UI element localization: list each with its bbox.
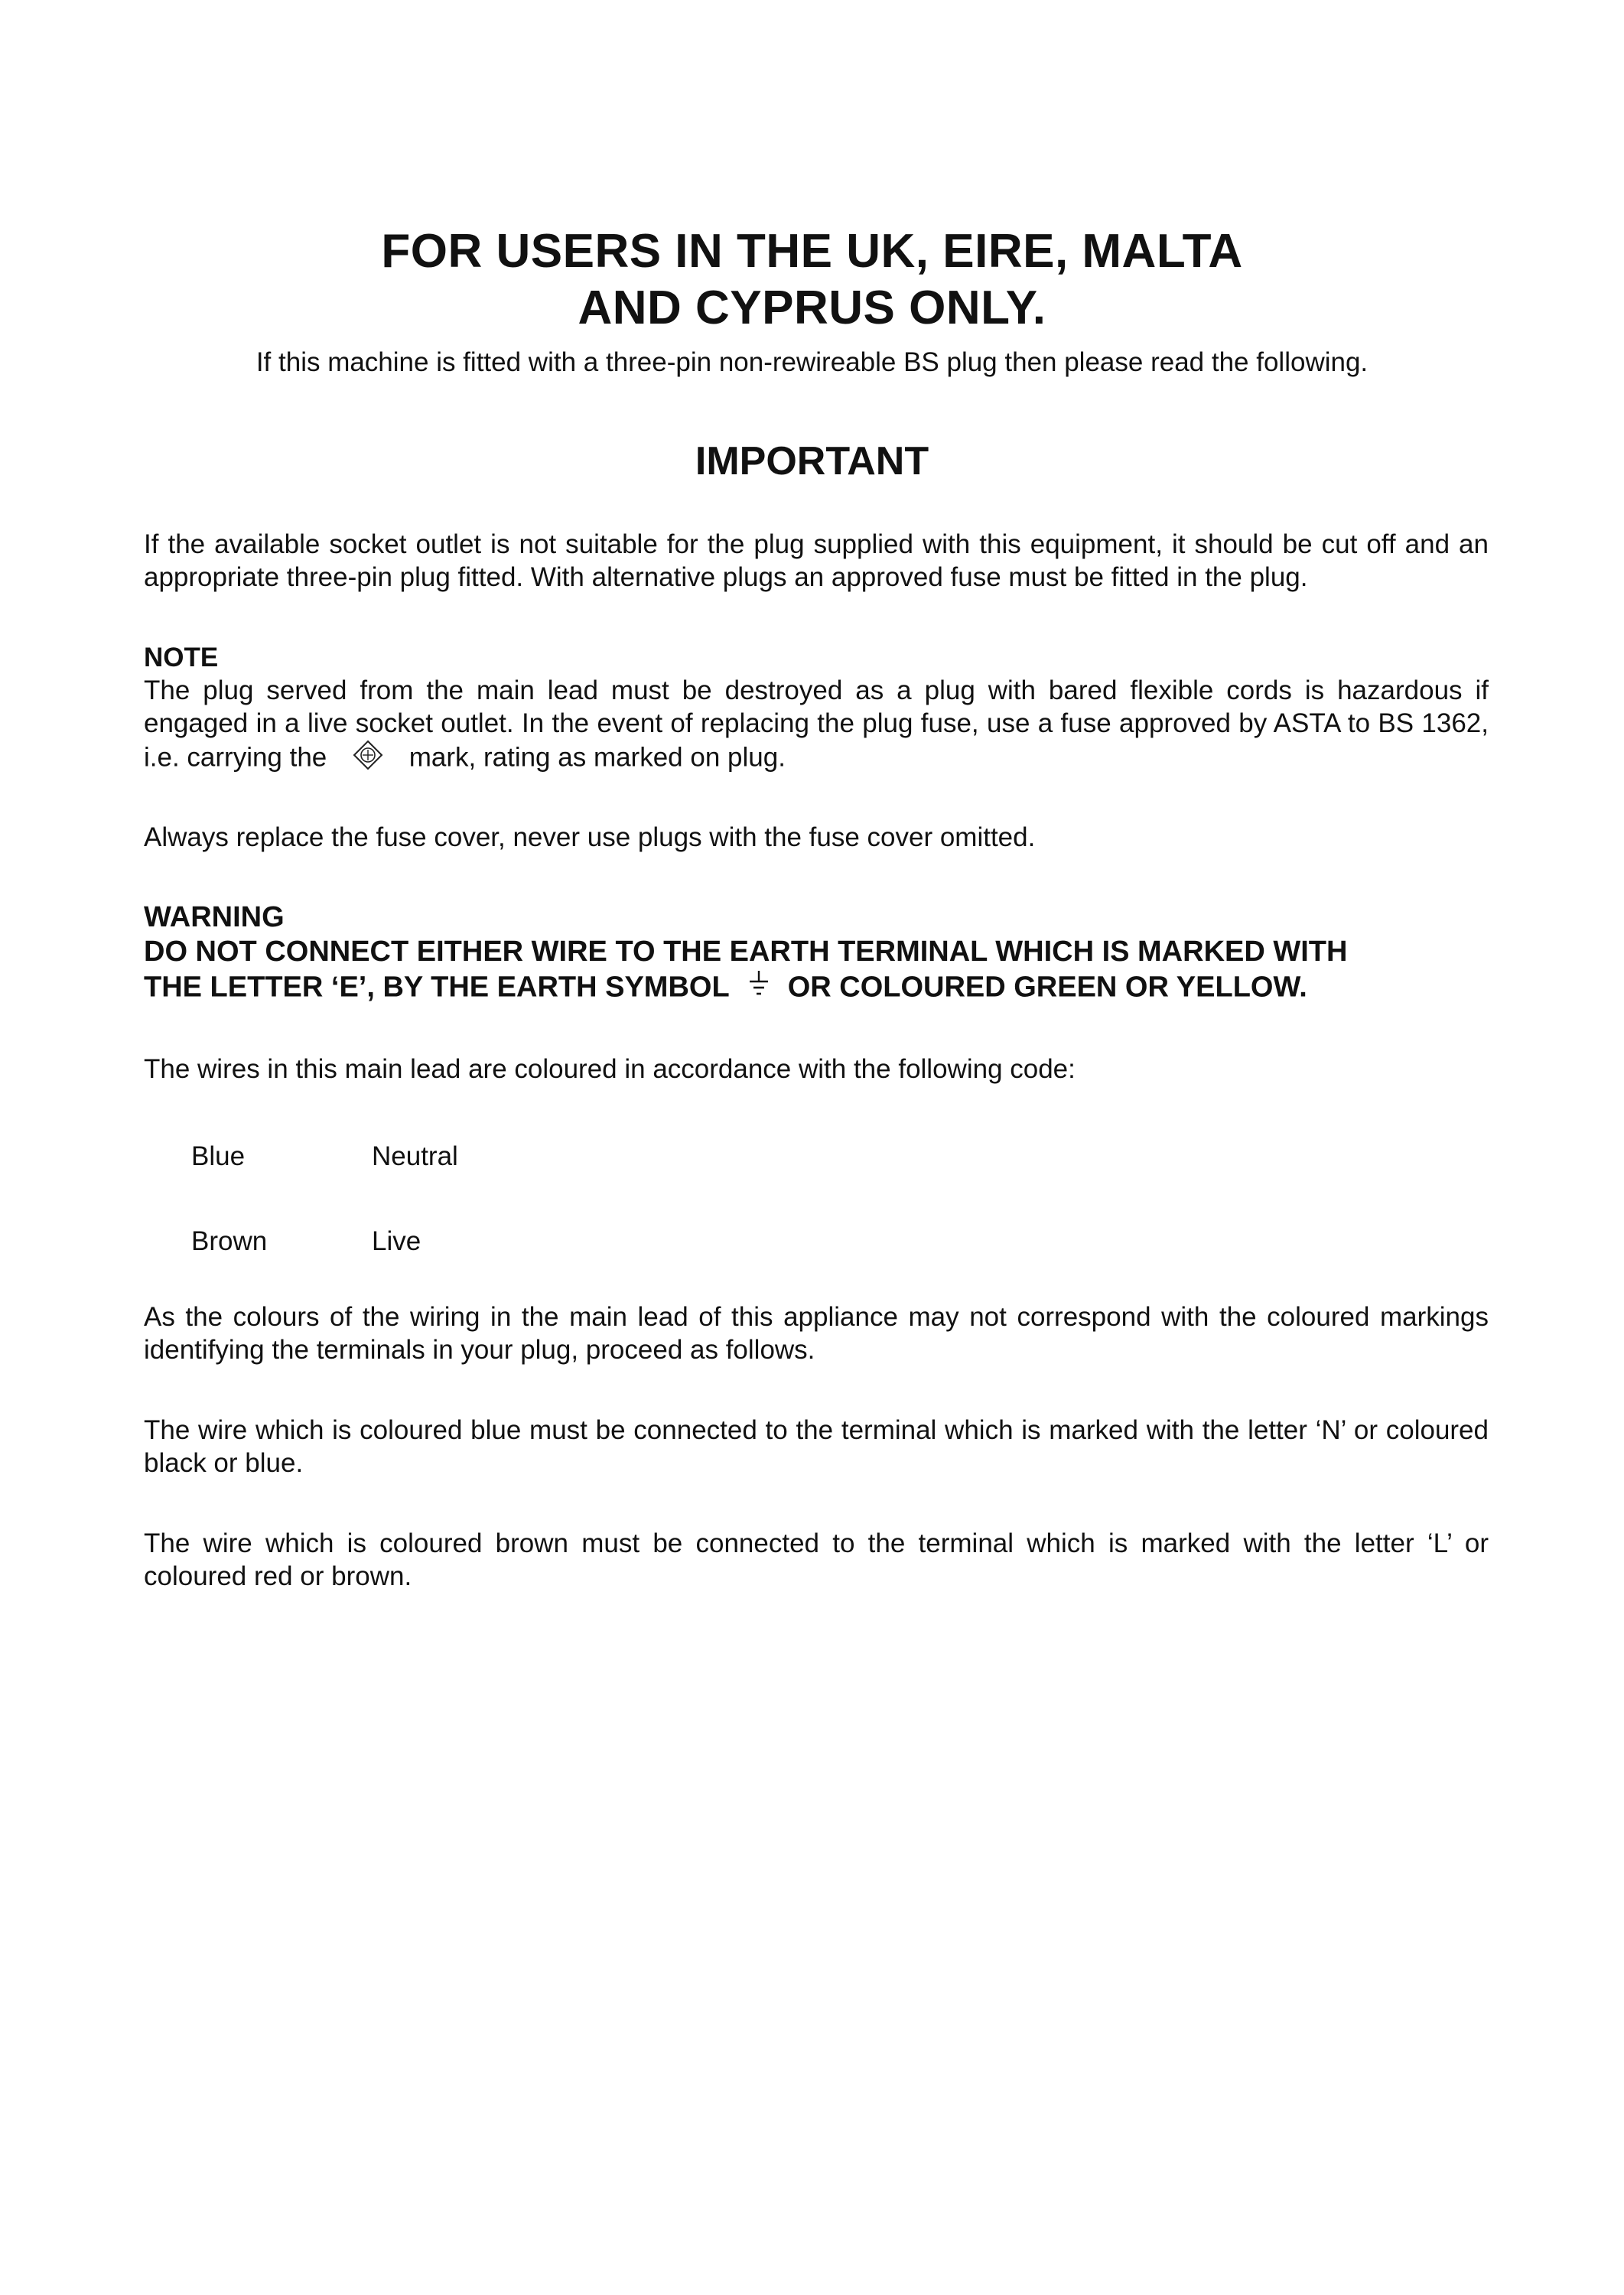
- wire-meaning-live: Live: [372, 1226, 421, 1256]
- note-section: [144, 641, 1489, 778]
- wire-code-row-blue: [191, 1140, 458, 1173]
- wire-colour-brown: Brown: [191, 1226, 268, 1256]
- warning-section: [144, 900, 1489, 1008]
- wire-meaning-neutral: Neutral: [372, 1141, 458, 1171]
- asta-mark-icon: [353, 740, 383, 778]
- important-heading: IMPORTANT: [695, 439, 929, 483]
- important-paragraph: If the available socket outlet is not suitable for the plug supplied with this equipment, it should be cut off and an appropriate three-pin plug fitted. With alternative plugs an approved fuse must be fitted in the plug.: [144, 529, 1489, 592]
- warning-line-2-end: OR COLOURED GREEN OR YELLOW.: [787, 971, 1307, 1004]
- note-heading: NOTE: [144, 643, 219, 672]
- wire-code-row-brown: [191, 1225, 421, 1258]
- earth-symbol-icon: [748, 969, 770, 1008]
- intro-subtitle: If this machine is fitted with a three-pin non-rewireable BS plug then please read the following.: [255, 347, 1369, 377]
- page-title-line-2: AND CYPRUS ONLY.: [578, 282, 1046, 334]
- colours-note-paragraph: As the colours of the wiring in the main lead of this appliance may not correspond with the coloured markings identifying the terminals in your plug, proceed as follows.: [144, 1302, 1489, 1365]
- warning-line-1: DO NOT CONNECT EITHER WIRE TO THE EARTH TERMINAL WHICH IS MARKED WITH: [144, 936, 1348, 968]
- note-text: The plug served from the main lead must be destroyed as a plug with bared flexible cords is hazardous if engaged in a live socket outlet. In the event of replacing the plug fuse, use a fuse approved by ASTA to BS 1362, i.e. carrying the: [144, 675, 1489, 773]
- warning-line-2-start: THE LETTER ‘E’, BY THE EARTH SYMBOL: [144, 971, 730, 1004]
- blue-wire-paragraph: The wire which is coloured blue must be connected to the terminal which is marked with the letter ‘N’ or coloured black or blue.: [144, 1415, 1489, 1478]
- warning-line-2: [144, 969, 1489, 1008]
- warning-heading: WARNING: [144, 901, 285, 933]
- wires-intro-paragraph: The wires in this main lead are coloured in accordance with the following code:: [144, 1054, 1076, 1084]
- note-text-end: mark, rating as marked on plug.: [408, 742, 786, 773]
- brown-wire-paragraph: The wire which is coloured brown must be connected to the terminal which is marked with the letter ‘L’ or coloured red or brown.: [144, 1528, 1489, 1591]
- wire-colour-blue: Blue: [191, 1141, 246, 1171]
- page-title-line-1: FOR USERS IN THE UK, EIRE, MALTA: [381, 225, 1243, 278]
- fuse-cover-paragraph: Always replace the fuse cover, never use plugs with the fuse cover omitted.: [144, 822, 1036, 852]
